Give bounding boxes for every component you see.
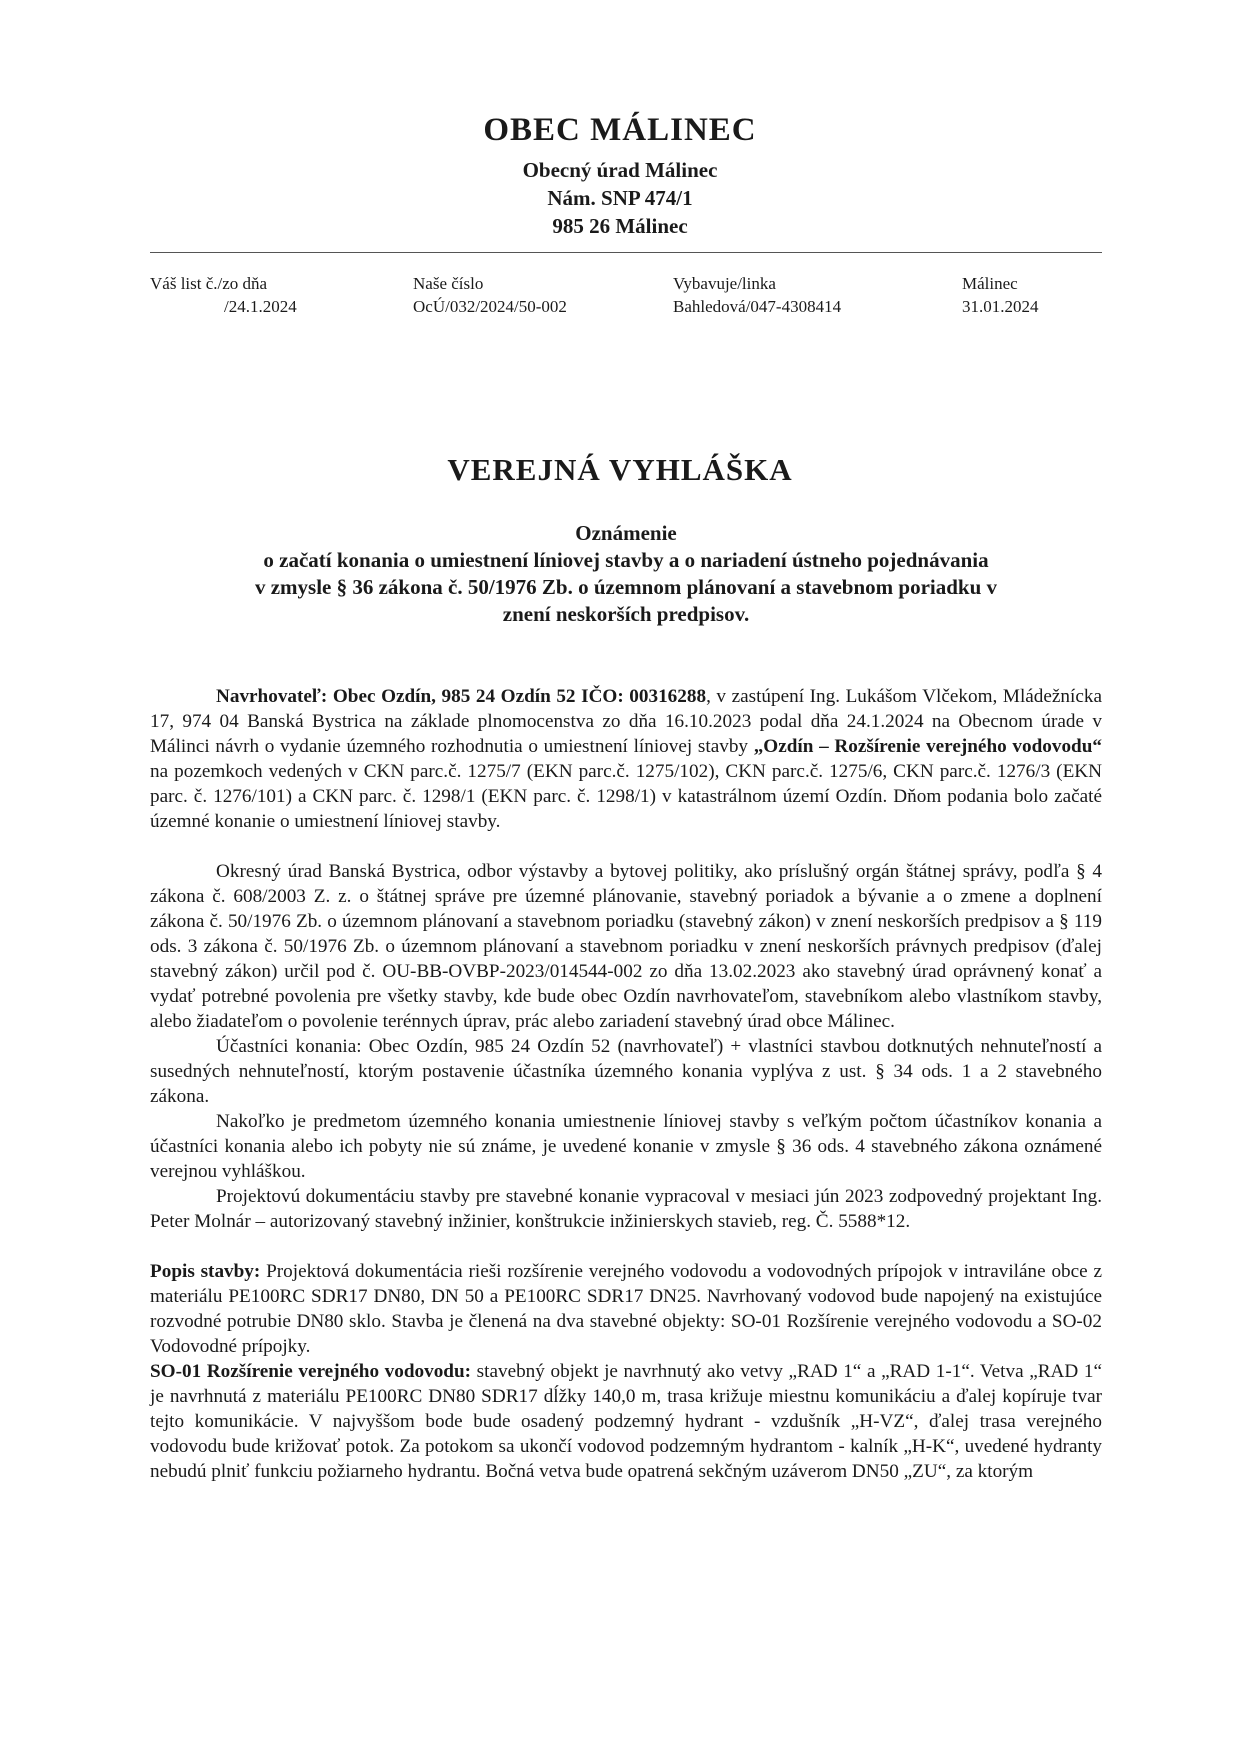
subject-line-1: Oznámenie <box>575 521 677 545</box>
ref-our-number-label: Naše číslo <box>413 274 484 293</box>
office-name: Obecný úrad Málinec <box>522 158 718 182</box>
ref-place: Málinec <box>962 274 1018 293</box>
subject-line-4: znení neskorších predpisov. <box>502 602 750 626</box>
office-postal: 985 26 Málinec <box>552 214 688 238</box>
paragraph-public-notice: Nakoľko je predmetom územného konania umiestnenie líniovej stavby s veľkým počtom účastníkov konania a účastníci konania alebo ich pobyty nie sú známe, je uvedené konanie v zmysle § 36 ods. 4 stavebného zákona oznámené verejnou vyhláškou. <box>150 1111 1102 1182</box>
ref-date: 31.01.2024 <box>962 297 1039 316</box>
description-text: Projektová dokumentácia rieši rozšírenie verejného vodovodu a vodovodných prípojok v intraviláne obce z materiálu PE100RC SDR17 DN80, DN 50 a PE100RC SDR17 DN25. Navrhovaný vodovod bude napojený na existujúce rozvodné potrubie DN80 sklo. Stavba je členená na dva stavebné objekty: SO-01 Rozšírenie verejného vodovodu a SO-02 Vodovodné prípojky. <box>150 1261 1102 1357</box>
ref-your-letter-label: Váš list č./zo dňa <box>150 274 268 293</box>
document-title: VEREJNÁ VYHLÁŠKA <box>447 452 793 487</box>
office-address: Nám. SNP 474/1 <box>547 186 693 210</box>
paragraph-participants: Účastníci konania: Obec Ozdín, 985 24 Ozdín 52 (navrhovateľ) + vlastníci stavbou dotknutých nehnuteľností a susedných nehnuteľností, ktorým postavenie účastníka územného konania vyplýva z ust. § 34 ods. 1 a 2 stavebného zákona. <box>150 1036 1102 1107</box>
municipality-title: OBEC MÁLINEC <box>483 112 757 148</box>
ref-handled-by-label: Vybavuje/linka <box>673 274 776 293</box>
project-name-bold: „Ozdín – Rozšírenie verejného vodovodu“ <box>753 736 1102 757</box>
applicant-bold: Navrhovateľ: Obec Ozdín, 985 24 Ozdín 52 IČO: 00316288 <box>216 686 707 707</box>
header-divider <box>150 252 1102 253</box>
paragraph-authority: Okresný úrad Banská Bystrica, odbor výstavby a bytovej politiky, ako príslušný orgán štátnej správy, podľa § 4 zákona č. 608/2003 Z. z. o štátnej správe pre územné plánovanie, stavebný poriadok a bývanie a o zmene a doplnení zákona č. 50/1976 Zb. o územnom plánovaní a stavebnom poriadku (stavebný zákon) v znení neskorších predpisov a § 119 ods. 3 zákona č. 50/1976 Zb. o územnom plánovaní a stavebnom poriadku v znení neskorších právnych predpisov (ďalej stavebný zákon) určil pod č. OU-BB-OVBP-2023/014544-002 zo dňa 13.02.2023 ako stavebný úrad oprávnený konať a vydať potrebné povolenia pre všetky stavby, kde bude obec Ozdín navrhovateľom, stavebníkom alebo vlastníkom stavby, alebo žiadateľom o povolenie terénnych úprav, prác alebo zariadení stavebný úrad obce Málinec. <box>150 861 1102 1032</box>
paragraph-project-docs: Projektovú dokumentáciu stavby pre stavebné konanie vypracoval v mesiaci jún 2023 zodpovedný projektant Ing. Peter Molnár – autorizovaný stavebný inžinier, konštrukcie inžinierskych stavieb, reg. Č. 5588*12. <box>150 1186 1102 1232</box>
so01-text: stavebný objekt je navrhnutý ako vetvy „RAD 1“ a „RAD 1-1“. Vetva „RAD 1“ je navrhnutá z materiálu PE100RC DN80 SDR17 dĺžky 140,0 m, trasa križuje miestnu komunikáciu a ďalej kopíruje tvar tejto komunikácie. V najvyššom bode bude osadený podzemný hydrant - vzdušník „H-VZ“, ďalej trasa verejného vodovodu bude križovať potok. Za potokom sa ukončí vodovod podzemným hydrantom - kalník „H-K“, uvedené hydranty nebudú plniť funkciu požiarneho hydrantu. Bočná vetva bude opatrená sekčným uzáverom DN50 „ZU“, za ktorým <box>150 1361 1102 1482</box>
description-heading: Popis stavby: <box>150 1261 261 1282</box>
subject-block <box>150 520 1102 628</box>
paragraph-applicant <box>150 684 1102 834</box>
ref-place-date <box>962 272 1039 318</box>
ref-handled-by <box>673 272 841 318</box>
paragraph-description <box>150 1259 1102 1359</box>
ref-our-number-value: OcÚ/032/2024/50-002 <box>413 297 567 316</box>
paragraph-so01 <box>150 1359 1102 1484</box>
applicant-text-2: na pozemkoch vedených v CKN parc.č. 1275/7 (EKN parc.č. 1275/102), CKN parc.č. 1275/6, CKN parc.č. 1276/3 (EKN parc. č. 1276/101) a CKN parc. č. 1298/1 (EKN parc. č. 1298/1) v katastrálnom území Ozdín. Dňom podania bolo začaté územné konanie o umiestnení líniovej stavby. <box>150 761 1102 832</box>
subject-line-2: o začatí konania o umiestnení líniovej stavby a o nariadení ústneho pojednávania <box>263 548 989 572</box>
applicant-text-1: , v zastúpení Ing. Lukášom Vlčekom, Mládežnícka 17, 974 04 Banská Bystrica na základe plnomocenstva zo dňa 16.10.2023 podal dňa 24.1.2024 na Obecnom úrade v Málinci návrh o vydanie územného rozhodnutia o umiestnení líniovej stavby <box>150 686 1102 757</box>
subject-line-3: v zmysle § 36 zákona č. 50/1976 Zb. o územnom plánovaní a stavebnom poriadku v <box>254 575 998 599</box>
so01-heading: SO-01 Rozšírenie verejného vodovodu: <box>150 1361 472 1382</box>
ref-your-letter-value: /24.1.2024 <box>224 297 297 316</box>
document-body <box>150 684 1102 1484</box>
ref-handled-by-value: Bahledová/047-4308414 <box>673 297 842 316</box>
ref-your-letter <box>150 272 297 318</box>
ref-our-number <box>413 272 567 318</box>
